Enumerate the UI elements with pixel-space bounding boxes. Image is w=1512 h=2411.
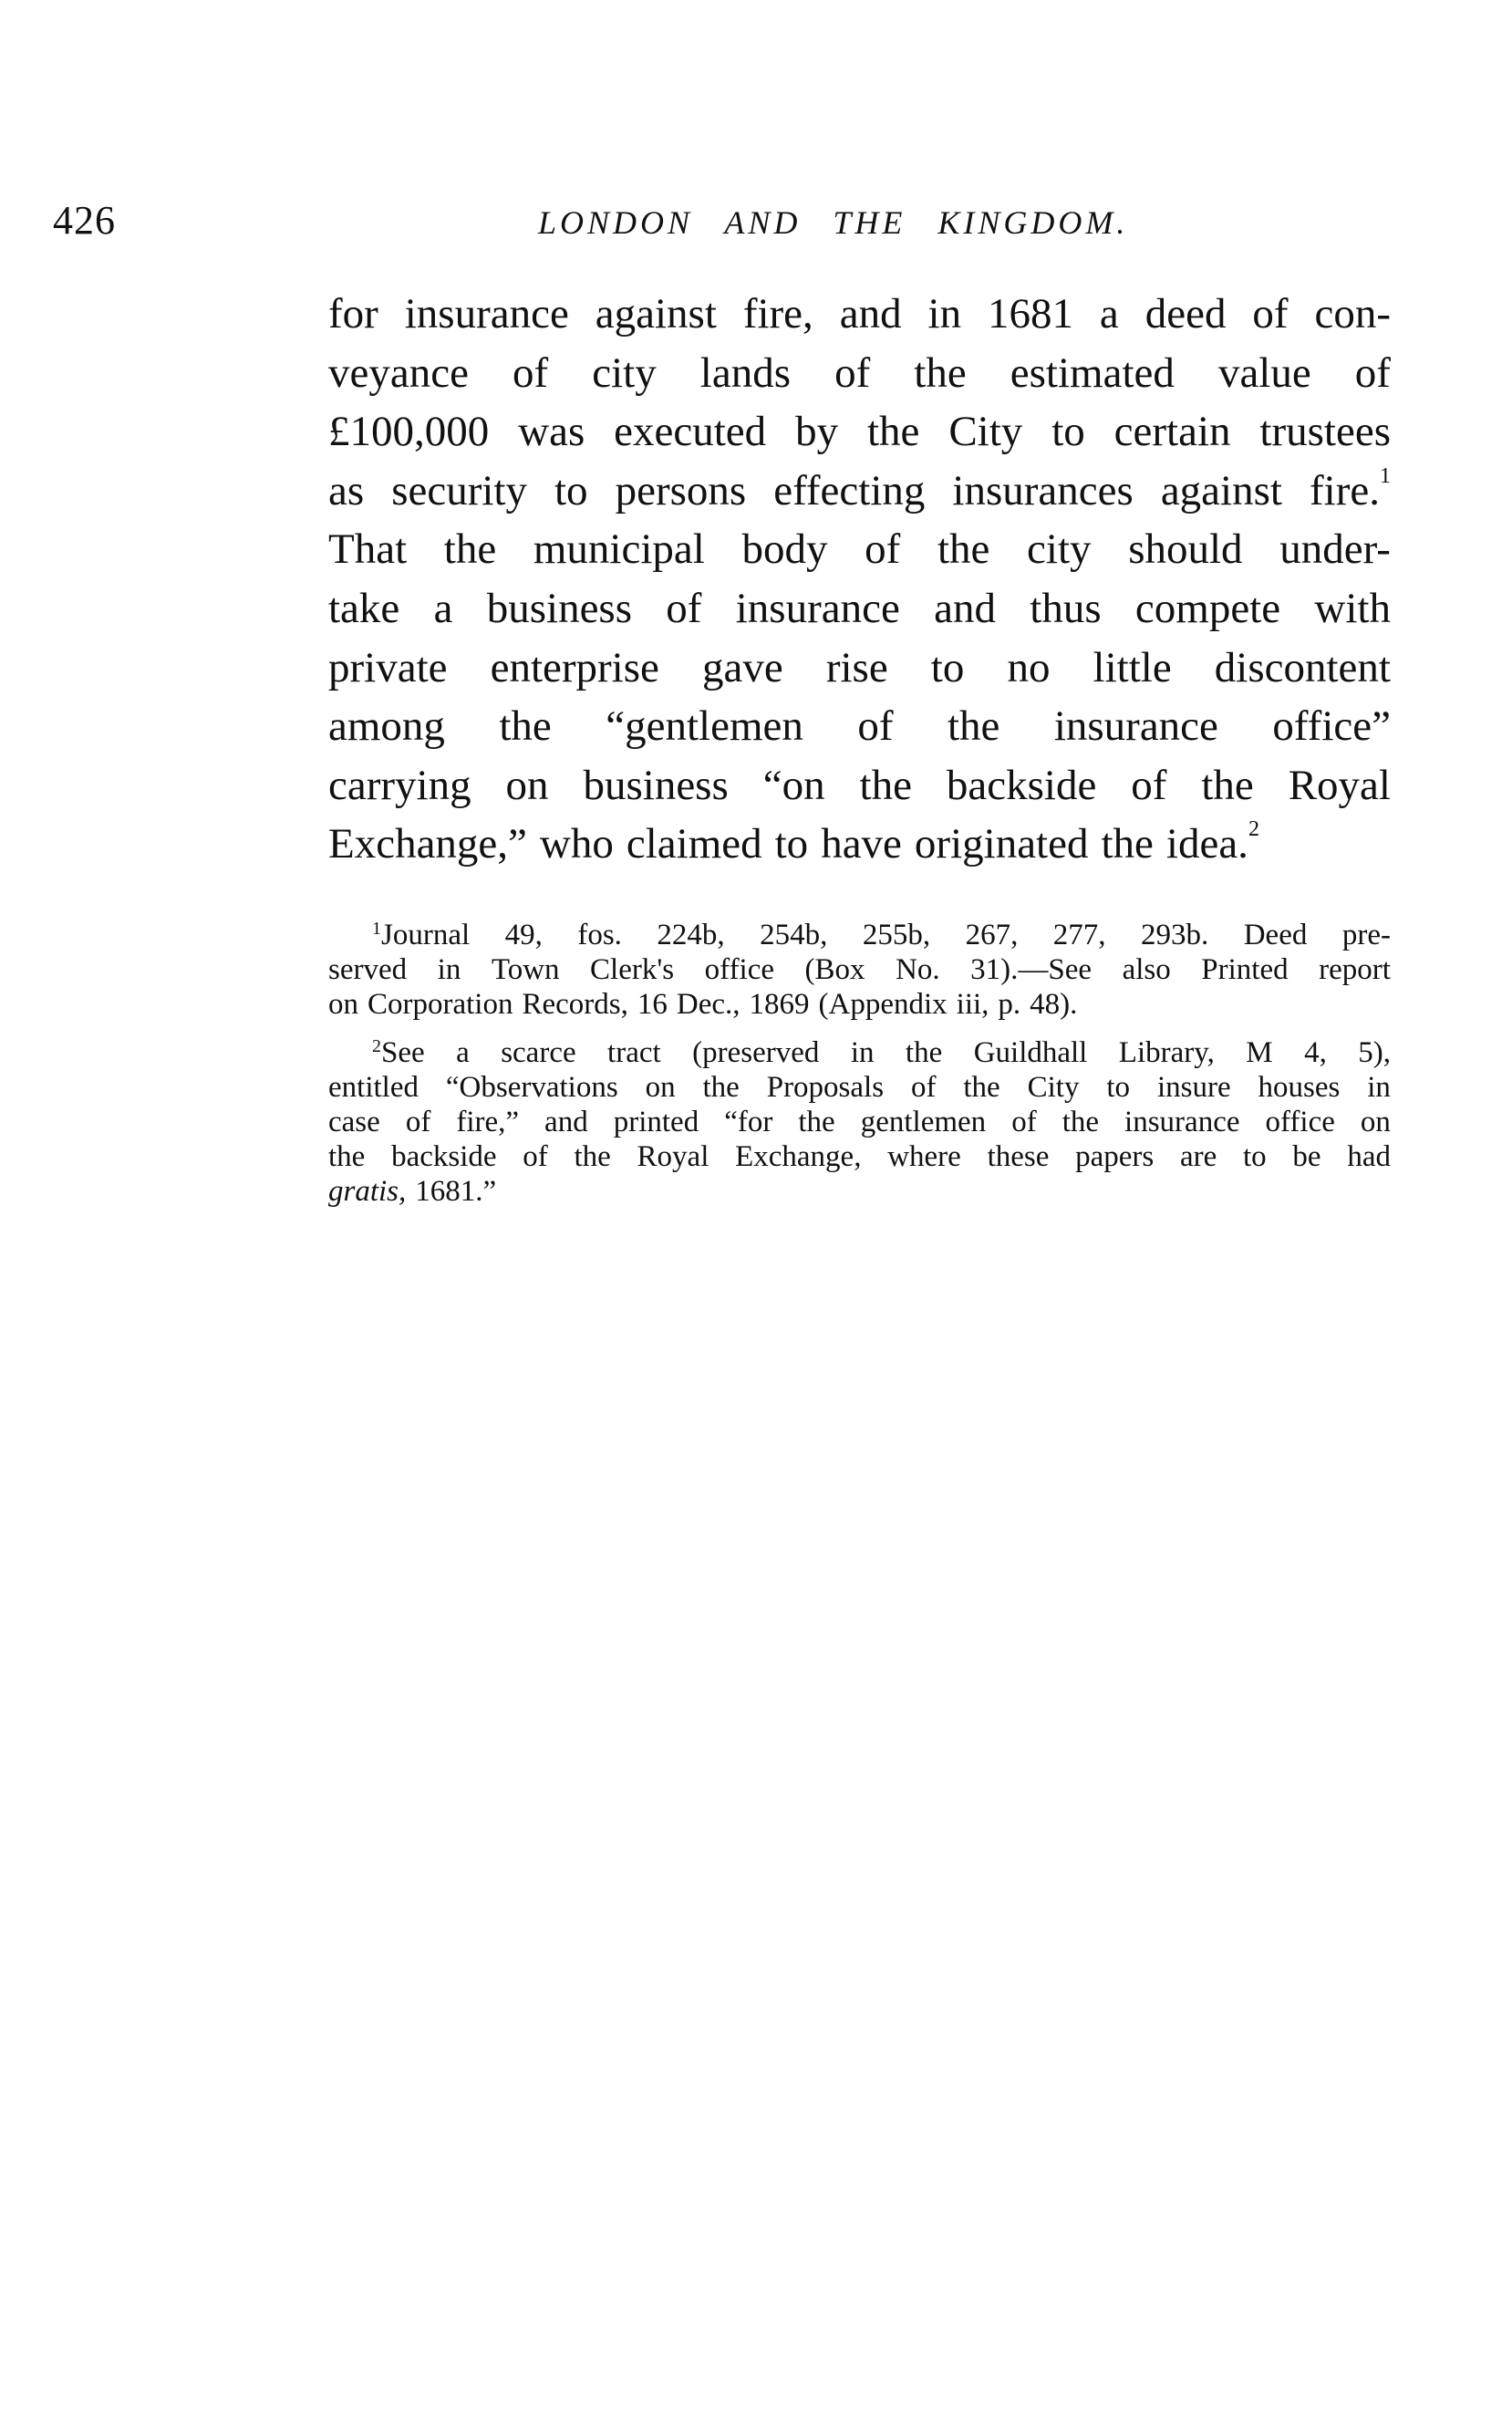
body-word: city [1027, 525, 1092, 574]
body-word: discontent [1214, 643, 1391, 691]
footnote-italic-word: gratis, [328, 1175, 407, 1208]
footnote-word: “Observations [445, 1071, 618, 1104]
footnote-word: M [1246, 1036, 1273, 1069]
body-word: the [914, 348, 967, 397]
body-word: business [486, 584, 633, 632]
footnote-marker: 1 [372, 919, 381, 939]
body-word: no [1007, 643, 1051, 691]
body-word: little [1093, 643, 1172, 691]
body-word: the [866, 408, 920, 456]
body-word: fire, [742, 290, 813, 338]
body-word: of [666, 584, 702, 632]
footnote-1 [328, 918, 1391, 1022]
footnote-marker: 2 [372, 1036, 381, 1056]
footnote-line [328, 952, 1391, 987]
body-word: insurance [735, 584, 900, 632]
body-word: for [328, 290, 378, 338]
footnote-line [328, 987, 1391, 1022]
body-word: to [930, 643, 965, 691]
body-word: thus [1030, 584, 1102, 632]
body-word: by [795, 408, 839, 456]
body-line [328, 579, 1391, 639]
footnote-word: 49, [504, 919, 543, 951]
footnote-word: the [1062, 1106, 1100, 1138]
body-word: insurance [1053, 702, 1218, 751]
body-line [328, 285, 1391, 344]
body-word: of [865, 525, 901, 574]
footnote-word: on [328, 988, 358, 1021]
body-word: against [595, 290, 717, 338]
body-word: body [741, 525, 828, 574]
body-word: “on [762, 761, 825, 809]
footnote-word: the [328, 1140, 366, 1173]
footnote-word: of [910, 1071, 937, 1104]
body-word: the [859, 761, 912, 809]
footnote-word: tract [607, 1036, 661, 1069]
body-line [328, 520, 1391, 579]
body-line [328, 697, 1391, 756]
body-word: of [1252, 290, 1289, 338]
body-word: deed [1144, 290, 1227, 338]
footnote-word: 293b. [1141, 919, 1209, 951]
footnote-word: 1869 [749, 988, 810, 1021]
footnote-word: (Box [804, 953, 865, 986]
body-word: enterprise [490, 643, 659, 691]
body-word: of [513, 348, 549, 397]
body-word: of [1131, 761, 1167, 809]
footnote-word: Library, [1118, 1036, 1215, 1069]
body-word: City [948, 408, 1023, 456]
footnote-line [328, 1105, 1391, 1139]
body-word: as [328, 466, 365, 514]
footnote-word: the [702, 1071, 740, 1104]
body-word: in [927, 290, 962, 338]
footnote-word: printed [613, 1106, 699, 1138]
footnote-line [328, 1035, 1391, 1070]
body-word: to [774, 820, 809, 868]
footnote-word: iii, [956, 988, 989, 1021]
footnote-word: on [645, 1071, 676, 1104]
body-word: municipal [533, 525, 705, 574]
footnote-word: and [544, 1106, 588, 1138]
footnote-word: these [987, 1140, 1050, 1173]
body-word: city [592, 348, 657, 397]
body-word: of [834, 348, 871, 397]
footnote-word: served [328, 953, 408, 986]
footnote-word: to [1243, 1140, 1267, 1173]
body-word: trustees [1259, 408, 1391, 456]
footnote-word: 16 [637, 988, 668, 1021]
body-word: con- [1314, 290, 1391, 338]
footnote-word: Printed [1201, 953, 1289, 986]
running-head: LONDON AND THE KINGDOM. [538, 204, 1129, 241]
footnote-word: be [1292, 1140, 1321, 1173]
body-word: insurances [952, 466, 1134, 514]
footnote-word: the [574, 1140, 611, 1173]
footnote-word: case [328, 1106, 380, 1138]
footnote-word: 5), [1358, 1036, 1391, 1069]
body-word: the [937, 525, 990, 574]
footnote-word: of [1011, 1106, 1037, 1138]
footnote-word: Records, [522, 988, 628, 1021]
footnote-word: $^1$Journal [372, 919, 471, 951]
footnote-word: to [1106, 1071, 1131, 1104]
footnote-word: papers [1075, 1140, 1155, 1173]
footnote-word: gentlemen [860, 1106, 987, 1138]
footnote-tail: 1681.” [415, 1175, 497, 1208]
body-word: executed [614, 408, 767, 456]
footnote-word: of [523, 1140, 548, 1173]
body-word: of [857, 702, 894, 751]
footnote-word: pre- [1341, 919, 1391, 951]
footnote-word: insurance [1124, 1106, 1240, 1138]
footnote-word: Guildhall [973, 1036, 1088, 1069]
body-word: carrying [328, 761, 471, 809]
footnote-word: Dec., [676, 988, 740, 1021]
footnote-word: the [963, 1071, 1000, 1104]
footnote-word: 31).—See [970, 953, 1093, 986]
footnote-line [328, 1139, 1391, 1174]
body-word: £100,000 [328, 408, 490, 456]
footnote-line [328, 1070, 1391, 1105]
footnote-word: entitled [328, 1071, 419, 1104]
footnote-word: fire,” [456, 1106, 520, 1138]
body-word: persons [615, 466, 747, 514]
footnote-word: Deed [1243, 919, 1308, 951]
body-word: should [1128, 525, 1243, 574]
body-line [328, 344, 1391, 403]
body-word: effecting [773, 466, 926, 514]
footnote-word: in [850, 1036, 875, 1069]
body-word: on [505, 761, 549, 809]
body-word: the [499, 702, 552, 751]
body-word: the [1101, 820, 1154, 868]
footnote-word: 254b, [760, 919, 828, 951]
body-word: and [839, 290, 902, 338]
body-word: 1681 [988, 290, 1073, 338]
body-word: private [328, 643, 448, 691]
body-word: take [328, 584, 400, 632]
footnote-word: backside [391, 1140, 497, 1173]
footnote-word: 4, [1304, 1036, 1327, 1069]
body-word: of [1354, 348, 1391, 397]
footnote-line [328, 918, 1391, 952]
body-word: claimed [626, 820, 762, 868]
footnote-word: Town [491, 953, 560, 986]
footnote-word: No. [896, 953, 940, 986]
footnote-word: insure [1156, 1071, 1231, 1104]
footnote-word: Proposals [766, 1071, 885, 1104]
footnote-word: (Appendix [818, 988, 948, 1021]
body-word: was [518, 408, 585, 456]
footnote-word: $^2$See [372, 1036, 425, 1069]
footnote-word: Clerk's [590, 953, 675, 986]
footnote-word: Exchange, [735, 1140, 862, 1173]
body-word: Royal [1288, 761, 1391, 809]
body-word: idea.$^2$ [1165, 817, 1259, 868]
body-word: lands [699, 348, 791, 397]
footnote-word: where [887, 1140, 961, 1173]
body-word: the [1201, 761, 1254, 809]
body-word: veyance [328, 348, 469, 397]
page-number: 426 [53, 198, 116, 243]
body-word: rise [825, 643, 888, 691]
body-word: compete [1134, 584, 1281, 632]
footnote-word: 277, [1052, 919, 1106, 951]
body-word: certain [1113, 408, 1231, 456]
footnote-word: the [905, 1036, 943, 1069]
body-word: under- [1279, 525, 1391, 574]
footnote-word: 48). [1030, 988, 1078, 1021]
body-word: backside [946, 761, 1097, 809]
footnote-word: are [1179, 1140, 1217, 1173]
body-word: value [1217, 348, 1311, 397]
body-word: “gentlemen [606, 702, 803, 751]
body-word: have [821, 820, 902, 868]
footnote-2 [328, 1035, 1391, 1209]
footnote-word: (preserved [692, 1036, 820, 1069]
body-word: the [443, 525, 497, 574]
body-word: a [1099, 290, 1119, 338]
body-word: fire.$^1$ [1309, 463, 1391, 514]
body-paragraph [328, 285, 1391, 874]
footnote-word: office [704, 953, 775, 986]
footnote-word: City [1027, 1071, 1080, 1104]
footnote-word: 224b, [657, 919, 725, 951]
body-word: to [554, 466, 588, 514]
body-word: business [583, 761, 729, 809]
footnote-word: on [1360, 1106, 1391, 1138]
footnote-word: of [405, 1106, 431, 1138]
body-word: security [391, 466, 527, 514]
body-word: who [539, 820, 614, 868]
footnote-word: fos. [577, 919, 622, 951]
footnote-word: Royal [637, 1140, 709, 1173]
footnote-word: also [1122, 953, 1171, 986]
body-word: the [947, 702, 1000, 751]
footnote-word: houses [1258, 1071, 1341, 1104]
body-word: against [1160, 466, 1282, 514]
body-word: and [934, 584, 996, 632]
body-word: insurance [404, 290, 569, 338]
footnote-word: report [1319, 953, 1391, 986]
body-word: office” [1272, 702, 1391, 751]
footnote-word: 255b, [862, 919, 931, 951]
body-word: among [328, 702, 445, 751]
body-word: gave [701, 643, 783, 691]
footnotes [328, 918, 1391, 1209]
body-word: originated [914, 820, 1089, 868]
body-word: Exchange,” [328, 820, 527, 868]
body-word: a [433, 584, 453, 632]
footnote-word: Corporation [368, 988, 513, 1021]
body-line [328, 639, 1391, 698]
footnote-word: p. [998, 988, 1021, 1021]
footnote-word: “for [724, 1106, 773, 1138]
footnote-word: in [1367, 1071, 1391, 1104]
body-word: to [1051, 408, 1085, 456]
body-word: estimated [1010, 348, 1175, 397]
footnote-word: the [798, 1106, 835, 1138]
footnote-word: had [1347, 1140, 1391, 1173]
footnote-reference: 1 [1379, 463, 1391, 488]
body-line [328, 815, 1391, 874]
footnote-word: scarce [501, 1036, 576, 1069]
footnote-word: 267, [965, 919, 1019, 951]
body-word: with [1314, 584, 1391, 632]
body-line [328, 462, 1391, 521]
footnote-word: a [456, 1036, 470, 1069]
footnote-word: in [437, 953, 461, 986]
body-word: That [328, 525, 408, 574]
footnote-reference: 2 [1248, 817, 1259, 842]
footnote-line-last [328, 1174, 1391, 1209]
body-line [328, 756, 1391, 816]
footnote-word: office [1265, 1106, 1335, 1138]
body-line [328, 402, 1391, 462]
